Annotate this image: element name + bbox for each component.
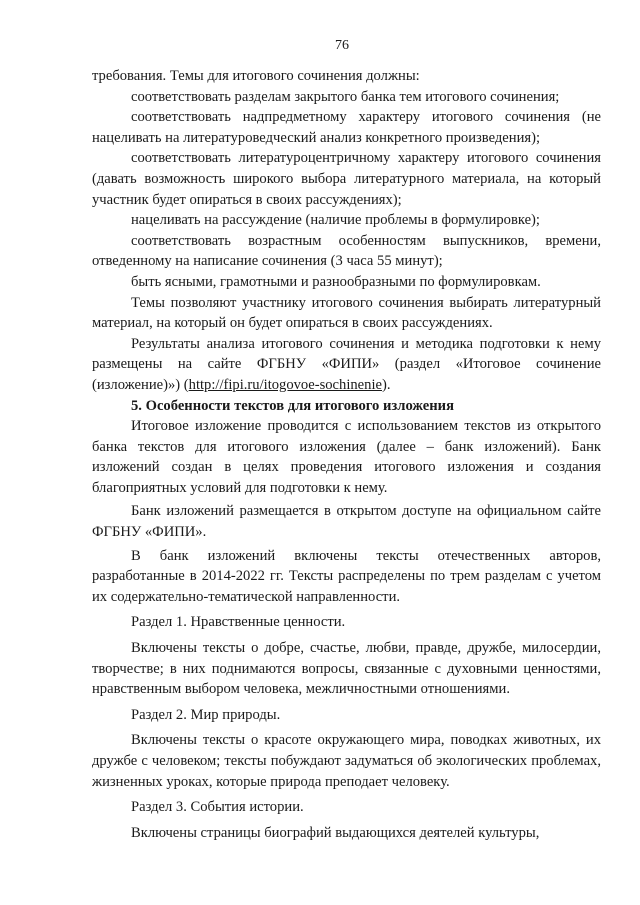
- section-title: Раздел 2. Мир природы.: [131, 706, 281, 723]
- section-title: Раздел 3. События истории.: [131, 799, 304, 816]
- requirement-item: соответствовать возрастным особенностям выпускников, времени, отведенному на написание сочинения (3 часа 55 минут);: [92, 232, 601, 270]
- fipi-link[interactable]: http://fipi.ru/itogovoe-sochinenie: [188, 376, 382, 393]
- requirement-item: соответствовать надпредметному характеру итогового сочинения (не нацеливать на литературоведческий анализ конкретного произведения);: [92, 109, 601, 146]
- results-paragraph: [92, 334, 601, 396]
- section-title: Раздел 1. Нравственные ценности.: [131, 614, 346, 631]
- results-text: Результаты анализа итогового сочинения и методика подготовки к нему размещены на сайте ФГБНУ «ФИПИ» (раздел «Итоговое сочинение (изложение)») (: [92, 335, 601, 393]
- themes-paragraph: Темы позволяют участнику итогового сочинения выбирать литературный материал, на который он будет опираться в своих рассуждениях.: [92, 294, 601, 332]
- section-body: Включены тексты о красоте окружающего мира, поводках животных, их дружбе с человеком; тексты побуждают задуматься об экологических проблемах, жизненных уроках, которые природа преподает человеку.: [92, 732, 601, 790]
- page-number: 76: [335, 38, 349, 53]
- body-paragraph: Банк изложений размещается в открытом доступе на официальном сайте ФГБНУ «ФИПИ».: [92, 503, 601, 541]
- requirement-item: нацеливать на рассуждение (наличие проблемы в формулировке);: [131, 212, 540, 229]
- requirement-item: соответствовать разделам закрытого банка тем итогового сочинения;: [131, 88, 560, 105]
- body-paragraph: Итоговое изложение проводится с использованием текстов из открытого банка текстов для итогового изложения (далее – банк изложений). Банк изложений создан в целях проведения итогового изложения и создания благоприятных условий для подготовки к нему.: [92, 418, 601, 496]
- results-text-end: ).: [381, 376, 391, 393]
- section-heading: 5. Особенности текстов для итогового изложения: [131, 397, 454, 414]
- body-paragraph: В банк изложений включены тексты отечественных авторов, разработанные в 2014-2022 гг. Тексты распределены по трем разделам с учетом их содержательно-тематической направленности.: [92, 547, 601, 605]
- document-body: [92, 66, 601, 843]
- requirement-item: быть ясными, грамотными и разнообразными по формулировкам.: [131, 273, 541, 290]
- intro-line: требования. Темы для итогового сочинения должны:: [92, 68, 420, 84]
- section-body: Включены страницы биографий выдающихся деятелей культуры,: [131, 824, 540, 841]
- section-body: Включены тексты о добре, счастье, любви, правде, дружбе, милосердии, творчестве; в них поднимаются вопросы, связанные с духовными ценностями, нравственным выбором человека, межличностными отношениями.: [92, 640, 601, 698]
- requirement-item: соответствовать литературоцентричному характеру итогового сочинения (давать возможность широкого выбора литературного материала, на который участник будет опираться в своих рассуждениях);: [92, 150, 601, 208]
